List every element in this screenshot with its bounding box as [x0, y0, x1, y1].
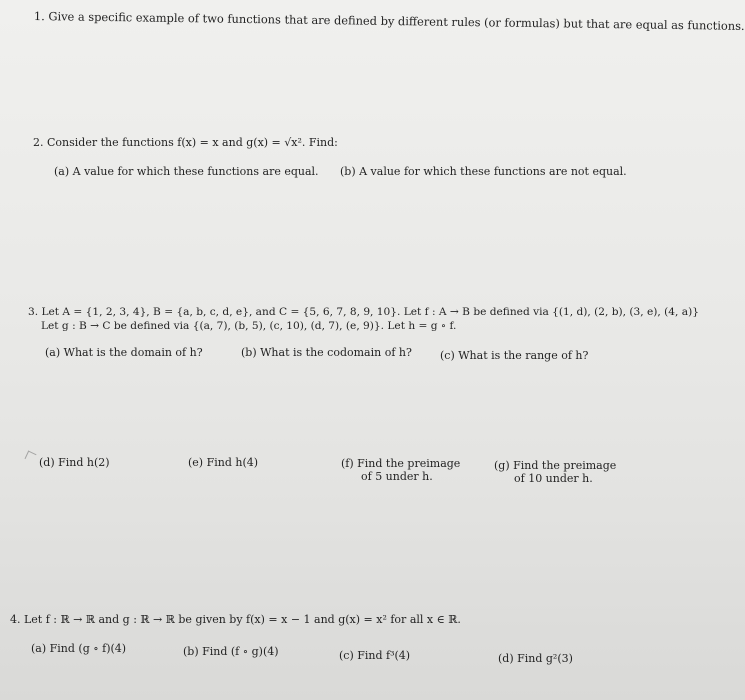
- question-3g-line-2: of 10 under h.: [514, 472, 593, 485]
- question-3e: (e) Find h(4): [188, 456, 259, 469]
- question-4a: (a) Find (g ∘ f)(4): [31, 642, 127, 655]
- question-3c: (c) What is the range of h?: [440, 349, 589, 362]
- question-4c: (c) Find f³(4): [339, 649, 411, 662]
- question-4-prompt: 4. Let f : ℝ → ℝ and g : ℝ → ℝ be given by f(x) = x − 1 and g(x) = x² for all x ∈ ℝ.: [10, 613, 461, 626]
- question-4b: (b) Find (f ∘ g)(4): [183, 645, 279, 658]
- question-1: 1. Give a specific example of two functions that are defined by different rules (or formulas) but that are equal as functions.: [33, 9, 745, 33]
- question-4d: (d) Find g²(3): [498, 652, 573, 665]
- question-3d: (d) Find h(2): [39, 456, 110, 469]
- question-3a: (a) What is the domain of h?: [45, 346, 203, 359]
- question-3b: (b) What is the codomain of h?: [241, 346, 412, 359]
- question-2b: (b) A value for which these functions are not equal.: [340, 165, 627, 178]
- question-3f-line-1: (f) Find the preimage: [341, 457, 461, 470]
- question-3f-line-2: of 5 under h.: [361, 470, 433, 483]
- pencil-mark: [25, 451, 37, 463]
- question-3g-line-1: (g) Find the preimage: [494, 459, 617, 472]
- question-3-line-2: Let g : B → C be defined via {(a, 7), (b, 5), (c, 10), (d, 7), (e, 9)}. Let h = g ∘ f.: [41, 320, 457, 332]
- question-2-prompt: 2. Consider the functions f(x) = x and g(x) = √x². Find:: [33, 136, 338, 149]
- question-2a: (a) A value for which these functions are equal.: [54, 165, 319, 178]
- question-3-line-1: 3. Let A = {1, 2, 3, 4}, B = {a, b, c, d, e}, and C = {5, 6, 7, 8, 9, 10}. Let f : A → B be defined via {(1, d), (2, b), (3, e), (4, a)}: [28, 306, 699, 318]
